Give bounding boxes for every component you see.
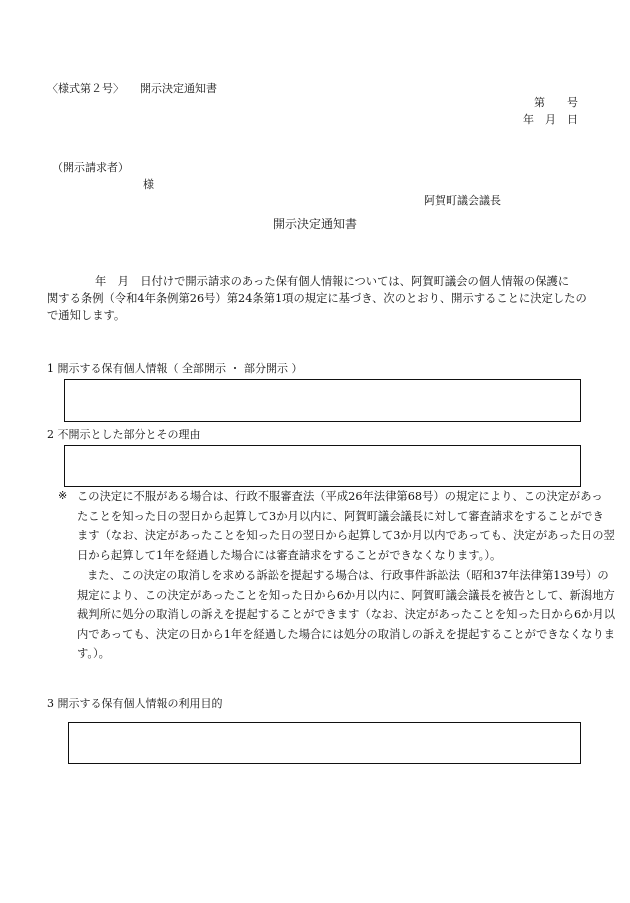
section-1-field[interactable] [64,379,581,422]
notice-line: また、この決定の取消しを求める訴訟を提起する場合は、行政事件訴訟法（昭和37年法律第139号）の [87,569,609,582]
notice-line: たことを知った日の翌日から起算して3か月以内に、阿賀町議会議長に対して審査請求をすることができ [77,509,604,523]
intro-paragraph [47,273,587,324]
section-3-field[interactable] [68,722,581,764]
requester-label: （開示請求者） [52,161,129,174]
notice-line: 規定により、この決定があったことを知った日から6か月以内に、阿賀町議会議長を被告として、新潟地方 [77,588,615,602]
form-number-label: 〈様式第２号〉 [47,82,124,95]
notice-line: ます（なお、決定があったことを知った日の翌日から起算して3か月以内であっても、決定があった日の翌 [77,529,615,543]
document-number: 第 号 [534,96,578,109]
notice-paragraph-2 [77,566,615,664]
section-1-label: 1 開示する保有個人情報（ 全部開示 ・ 部分開示 ） [47,362,303,375]
section-2-field[interactable] [64,445,581,487]
sender-name: 阿賀町議会議長 [424,194,501,207]
honorific: 様 [143,178,154,191]
notice-line: 内であっても、決定の日から1年を経過した場合には処分の取消しの訴えを提起することができなくなりま [77,627,616,641]
intro-line: 関する条例（令和4年条例第26号）第24条第1項の規定に基づき、次のとおり、開示することに決定したの [47,292,587,305]
intro-line: 年 月 日付けで開示請求のあった保有個人情報については、阿賀町議会の個人情報の保護に [95,275,570,288]
intro-line: で通知します。 [47,309,126,322]
section-2-label: 2 不開示とした部分とその理由 [47,428,201,441]
document-date: 年 月 日 [523,113,578,126]
notice-line: この決定に不服がある場合は、行政不服審査法（平成26年法律第68号）の規定により、この決定があっ [77,490,603,503]
notice-paragraph-1 [77,487,615,565]
document-title: 開示決定通知書 [272,217,357,231]
notice-line: 日から起算して1年を経過した場合には審査請求をすることができなくなります。）。 [77,548,502,562]
notice-mark: ※ [58,489,68,502]
form-title-small: 開示決定通知書 [140,82,217,95]
notice-line: 裁判所に処分の取消しの訴えを提起することができます（なお、決定があったことを知った日から6か月以 [77,608,616,622]
notice-line: す。）。 [77,647,110,661]
section-3-label: 3 開示する保有個人情報の利用目的 [47,697,223,710]
